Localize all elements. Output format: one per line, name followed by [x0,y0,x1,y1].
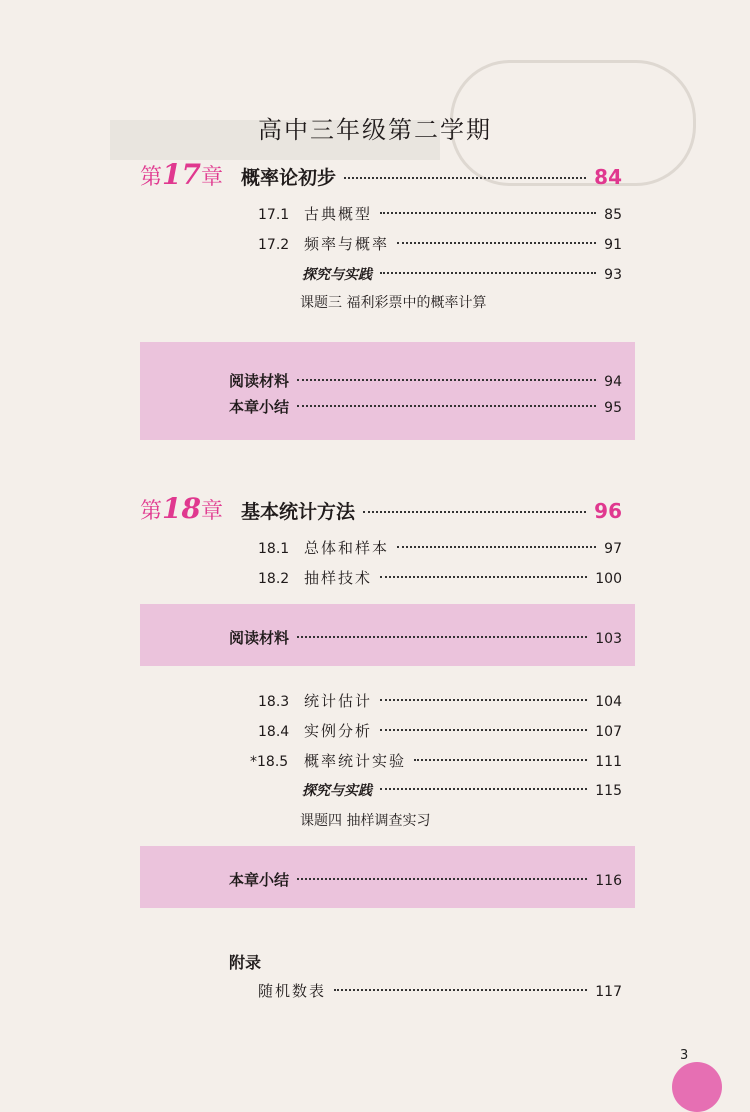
chapter-18-title: 基本统计方法 [241,501,356,523]
toc-entry-explore[interactable]: 探究与实践 115 [302,783,622,799]
chapter-18-label: 第18章 [140,492,223,525]
toc-entry[interactable]: 18.2 抽样技术 100 [258,569,622,587]
appendix-heading: 附录 [229,953,262,972]
toc-entry[interactable]: 18.3 统计估计 104 [258,692,622,710]
topic-label: 课题三 福利彩票中的概率计算 [300,295,487,311]
leader-dots [344,177,586,179]
toc-entry[interactable]: 18.1 总体和样本 97 [258,539,622,557]
chapter-18-row[interactable] [140,492,622,525]
page-number: 3 [680,1048,689,1063]
toc-entry[interactable]: 17.2 频率与概率 91 [258,235,622,253]
page-number-tab [672,1062,722,1112]
toc-entry-summary[interactable]: 本章小结 95 [229,398,622,416]
chapter-18-page: 96 [594,499,622,523]
toc-entry-reading[interactable]: 阅读材料 94 [229,372,622,390]
toc-entry[interactable]: 17.1 古典概型 85 [258,205,622,223]
chapter-17-extras-band [140,342,635,440]
chapter-17-label: 第17章 [140,158,223,191]
toc-entry[interactable]: 18.4 实例分析 107 [258,722,622,740]
topic-label: 课题四 抽样调查实习 [300,813,431,829]
toc-entry-appendix[interactable]: 随机数表 117 [258,982,622,1000]
chapter-17-title: 概率论初步 [241,167,337,189]
chapter-17-page: 84 [594,165,622,189]
toc-entry[interactable]: *18.5 概率统计实验 111 [250,752,622,770]
page-heading: 高中三年级第二学期 [258,116,492,144]
toc-entry-explore[interactable]: 探究与实践 93 [302,267,622,283]
toc-entry-reading[interactable]: 阅读材料 103 [229,629,622,647]
leader-dots [363,511,586,513]
toc-entry-summary[interactable]: 本章小结 116 [229,871,622,889]
chapter-17-row[interactable] [140,158,622,191]
